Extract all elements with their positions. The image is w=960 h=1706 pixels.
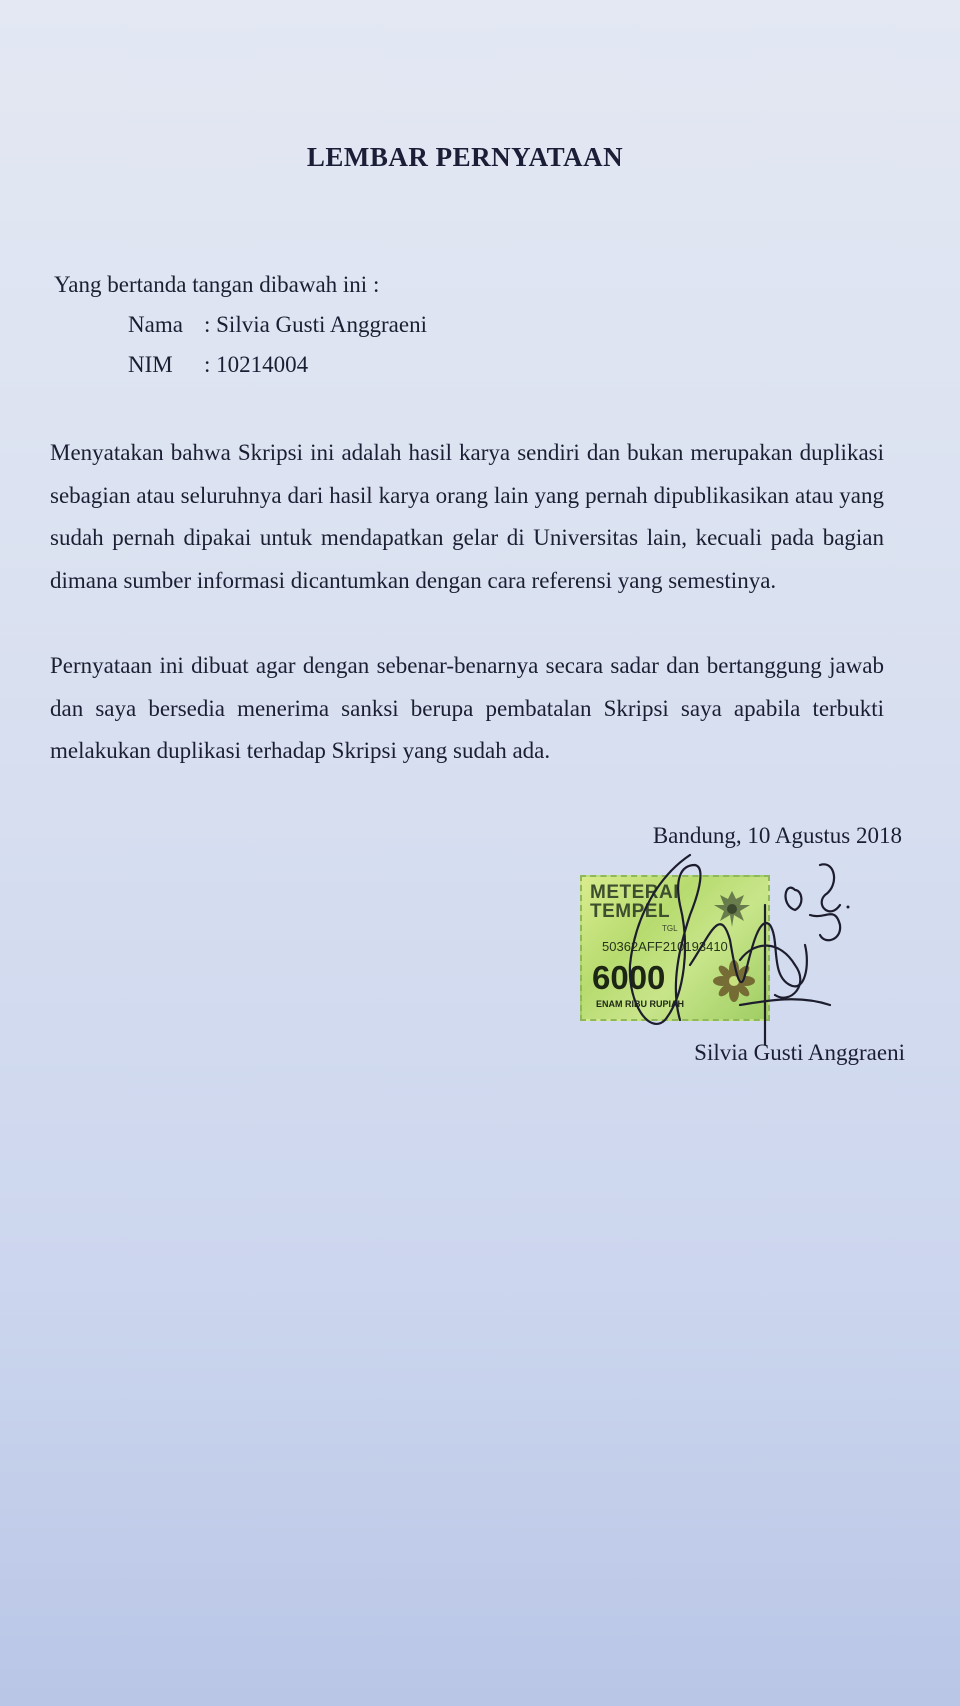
intro-text: Yang bertanda tangan dibawah ini : <box>54 272 380 297</box>
document-title: LEMBAR PERNYATAAN <box>306 142 624 172</box>
statement-paragraph-2: Pernyataan ini dibuat agar dengan sebenar-benarnya secara sadar dan bertanggung jawab dan saya bersedia menerima sanksi berupa pembatalan Skripsi saya apabila terbukti melakukan duplikasi terhadap Skripsi yang sudah ada. <box>50 653 884 763</box>
name-label: Nama <box>128 312 183 337</box>
place-date: Bandung, 10 Agustus 2018 <box>652 823 902 848</box>
handwritten-signature <box>620 845 920 1045</box>
stamp-serial: 50362AFF210193410 <box>602 939 728 954</box>
stamp-title-line1: METERAI <box>590 882 679 903</box>
stamp-value-words: ENAM RIBU RUPIAH <box>596 999 685 1009</box>
name-value: : Silvia Gusti Anggraeni <box>204 312 427 337</box>
name-field <box>128 312 427 338</box>
signer-name: Silvia Gusti Anggraeni <box>694 1040 905 1065</box>
nim-label: NIM <box>128 352 173 377</box>
stamp-value: 6000 <box>592 959 666 996</box>
stamp-date-label: TGL <box>662 924 678 933</box>
nim-value: : 10214004 <box>204 352 309 377</box>
statement-paragraph-1: Menyatakan bahwa Skripsi ini adalah hasil karya sendiri dan bukan merupakan duplikasi sebagian atau seluruhnya dari hasil karya orang lain yang pernah dipublikasikan atau yang sudah pernah dipakai untuk mendapatkan gelar di Universitas lain, kecuali pada bagian dimana sumber informasi dicantumkan dengan cara referensi yang semestinya. <box>50 440 884 593</box>
stamp-title-line2: TEMPEL <box>590 901 671 922</box>
nim-field <box>128 352 308 378</box>
